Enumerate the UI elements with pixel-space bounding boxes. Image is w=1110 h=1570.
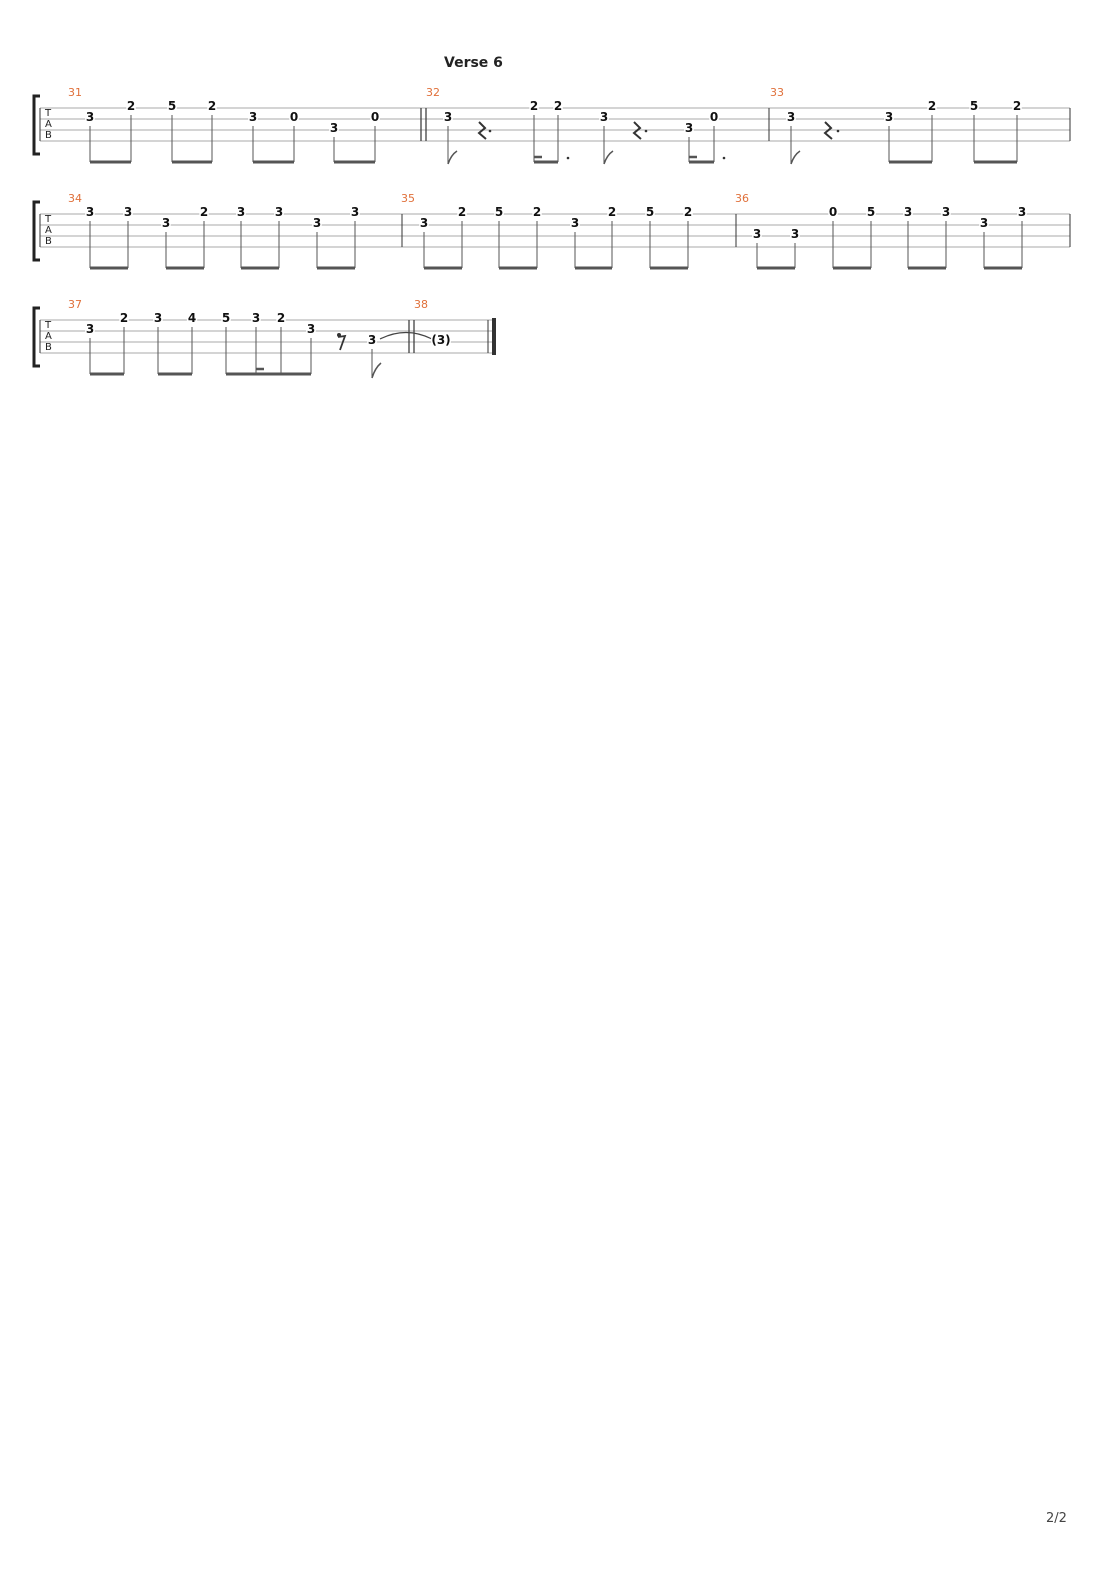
fret-number: 2 bbox=[457, 205, 467, 219]
fret-number: 3 bbox=[599, 110, 609, 124]
tab-clef-a: A bbox=[45, 225, 52, 236]
fret-number: 5 bbox=[167, 99, 177, 113]
tab-clef-a: A bbox=[45, 331, 52, 342]
fret-number: 2 bbox=[683, 205, 693, 219]
fret-number: 2 bbox=[607, 205, 617, 219]
fret-number: 5 bbox=[221, 311, 231, 325]
system-bracket bbox=[34, 202, 40, 260]
rhythm-beams bbox=[424, 221, 688, 268]
fret-number: 2 bbox=[276, 311, 286, 325]
fret-number: 3 bbox=[123, 205, 133, 219]
system-2 bbox=[34, 192, 1070, 268]
fret-number: 3 bbox=[367, 333, 377, 347]
tab-clef bbox=[44, 108, 52, 141]
fret-number: 3 bbox=[350, 205, 360, 219]
fret-number: 0 bbox=[709, 110, 719, 124]
measure-number: 34 bbox=[68, 192, 82, 205]
tab-clef-a: A bbox=[45, 119, 52, 130]
fret-number: 3 bbox=[85, 205, 95, 219]
fret-number: 2 bbox=[927, 99, 937, 113]
fret-number: 3 bbox=[312, 216, 322, 230]
rhythm-beams bbox=[791, 115, 1017, 164]
fret-number: 3 bbox=[236, 205, 246, 219]
page-number: 2/2 bbox=[1046, 1511, 1067, 1526]
fret-number: 3 bbox=[248, 110, 258, 124]
fret-number: 3 bbox=[752, 227, 762, 241]
tab-clef-t: T bbox=[45, 108, 52, 119]
fret-number: 4 bbox=[187, 311, 197, 325]
tab-clef bbox=[44, 320, 52, 353]
fret-number: 3 bbox=[153, 311, 163, 325]
fret-number: (3) bbox=[431, 333, 451, 347]
fret-number: 3 bbox=[161, 216, 171, 230]
tab-clef bbox=[44, 214, 52, 247]
tab-clef-b: B bbox=[45, 236, 52, 247]
staff-lines bbox=[40, 214, 1070, 247]
eighth-rest bbox=[338, 336, 345, 350]
measure-number: 31 bbox=[68, 86, 82, 99]
fret-number: 3 bbox=[570, 216, 580, 230]
fret-number: 3 bbox=[684, 121, 694, 135]
measure-number: 38 bbox=[414, 298, 428, 311]
measure-number: 32 bbox=[426, 86, 440, 99]
fret-number: 0 bbox=[370, 110, 380, 124]
fret-number: 5 bbox=[494, 205, 504, 219]
fret-number: 5 bbox=[866, 205, 876, 219]
section-label: Verse 6 bbox=[444, 55, 503, 71]
fret-number: 3 bbox=[443, 110, 453, 124]
measure-number: 36 bbox=[735, 192, 749, 205]
fret-number: 3 bbox=[251, 311, 261, 325]
fret-number: 5 bbox=[969, 99, 979, 113]
fret-number: 3 bbox=[85, 110, 95, 124]
system-1 bbox=[34, 86, 1070, 164]
fret-number: 3 bbox=[941, 205, 951, 219]
fret-number: 3 bbox=[979, 216, 989, 230]
measure-number: 35 bbox=[401, 192, 415, 205]
fret-number: 0 bbox=[289, 110, 299, 124]
barlines bbox=[40, 214, 1070, 247]
system-bracket bbox=[34, 308, 40, 366]
measure-number: 37 bbox=[68, 298, 82, 311]
fret-number: 3 bbox=[419, 216, 429, 230]
tab-clef-b: B bbox=[45, 130, 52, 141]
fret-number: 3 bbox=[884, 110, 894, 124]
fret-number: 3 bbox=[329, 121, 339, 135]
fret-number: 2 bbox=[529, 99, 539, 113]
system-3 bbox=[34, 298, 496, 378]
fret-number: 2 bbox=[119, 311, 129, 325]
fret-number: 3 bbox=[1017, 205, 1027, 219]
tab-clef-t: T bbox=[45, 320, 52, 331]
fret-number: 2 bbox=[532, 205, 542, 219]
fret-number: 2 bbox=[1012, 99, 1022, 113]
measure-number: 33 bbox=[770, 86, 784, 99]
fret-number: 2 bbox=[199, 205, 209, 219]
fret-number: 3 bbox=[85, 322, 95, 336]
tie-arc bbox=[380, 333, 432, 340]
fret-number: 3 bbox=[903, 205, 913, 219]
tab-clef-t: T bbox=[45, 214, 52, 225]
fret-number: 3 bbox=[274, 205, 284, 219]
tab-clef-b: B bbox=[45, 342, 52, 353]
fret-number: 3 bbox=[790, 227, 800, 241]
fret-number: 5 bbox=[645, 205, 655, 219]
fret-number: 3 bbox=[306, 322, 316, 336]
fret-number: 2 bbox=[553, 99, 563, 113]
fret-number: 2 bbox=[126, 99, 136, 113]
fret-number: 0 bbox=[828, 205, 838, 219]
fret-number: 2 bbox=[207, 99, 217, 113]
rhythm-flags-rests bbox=[448, 115, 725, 164]
system-bracket bbox=[34, 96, 40, 154]
fret-number: 3 bbox=[786, 110, 796, 124]
